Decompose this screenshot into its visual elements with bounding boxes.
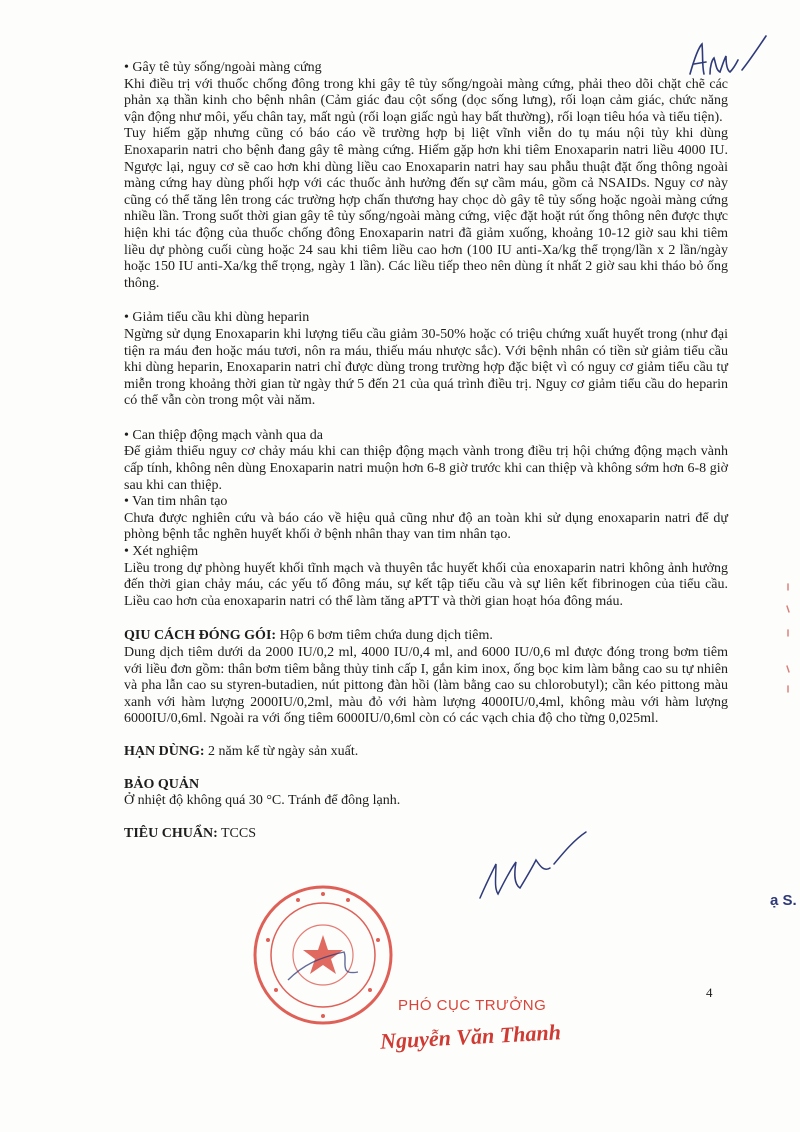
paragraph-spinal-2: Tuy hiếm gặp nhưng cũng có báo cáo về trường hợp bị liệt vĩnh viễn do tụ máu nội tủy khi dùng Enoxaparin natri cho bệnh đang gây tê màng cứng. Hiếm gặp hơn khi tiêm Enoxaparin natri liều 4000 IU. Ngược lại, nguy cơ sẽ cao hơn khi dùng liều cao Enoxaparin natri hay sau phẫu thuật đặt ống thông ngoài màng cứng hay dùng phối hợp với các thuốc ảnh hưởng đến sự cầm máu, gồm cả NSAIDs. Nguy cơ này cũng có thể tăng lên trong các trường hợp chấn thương hay chọc dò gây tê tủy sống hoặc ngoài màng cứng nhiều lần. Trong suốt thời gian gây tê tủy sống/ngoài màng cứng, việc đặt hoặt rút ống thông nên được thực hiện khi tác động của thuốc chống đông Enoxaparin natri đã giảm xuống, khoảng 10-12 giờ sau khi tiêm liều dự phòng cuối cùng hoặc 24 sau khi tiêm liều cao hơn (100 IU anti-Xa/kg thể trọng/lần x 2 lần/ngày hoặc 150 IU anti-Xa/kg thể trọng, ngày 1 lần). Các liều tiếp theo nên dùng ít nhất 2 giờ sau khi tháo bỏ ống thông. bbox=[124, 126, 728, 291]
edge-mark: ạ S. bbox=[770, 892, 797, 909]
official-seal-image bbox=[248, 880, 398, 1030]
shelf-life-text: 2 năm kể từ ngày sản xuất. bbox=[204, 743, 359, 759]
official-title: PHÓ CỤC TRƯỞNG bbox=[398, 997, 547, 1014]
paragraph-coronary: Để giảm thiểu nguy cơ chảy máu khi can thiệp động mạch vành trong điều trị hội chứng động mạch vành cấp tính, không nên dùng Enoxaparin natri muộn hơn 6-8 giờ trước khi can thiệp và không sớm hơn 6-8 giờ sau khi can thiệp. bbox=[124, 444, 728, 493]
standard-text: TCCS bbox=[217, 825, 256, 841]
page-number: 4 bbox=[706, 985, 713, 1000]
document-body bbox=[124, 60, 728, 842]
section-heading-thrombocytopenia: • Giảm tiểu cầu khi dùng heparin bbox=[124, 310, 310, 326]
paragraph-valve: Chưa được nghiên cứu và báo cáo về hiệu quả cũng như độ an toàn khi sử dụng enoxaparin natri để dự phòng bệnh tắc nghẽn huyết khối ở bệnh nhân thay van tim nhân tạo. bbox=[124, 510, 728, 543]
paragraph-thrombocytopenia: Ngừng sử dụng Enoxaparin khi lượng tiểu cầu giảm 30-50% hoặc có triệu chứng xuất huyết trong (như đại tiện ra máu đen hoặc máu tươi, nôn ra máu, thiếu máu nhược sắc). Với bệnh nhân có tiền sử giảm tiểu cầu khi dùng heparin, Enoxaparin natri chỉ được dùng trong trường hợp đặc biệt vì có nguy cơ giảm tiểu cầu tự miễn trong khoảng thời gian từ ngày thứ 5 đến 21 của quá trình điều trị. Nguy cơ giảm tiểu cầu do heparin có thể vẫn còn trong một vài năm. bbox=[124, 326, 728, 409]
packaging-body: Dung dịch tiêm dưới da 2000 IU/0,2 ml, 4000 IU/0,4 ml, and 6000 IU/0,6 ml được đóng trong bơm tiêm với liều đơn gồm: thân bơm tiêm bằng thủy tinh cấp I, gắn kim inox, ống bọc kim làm bằng cao su tự nhiên và pha lẫn cao su styren-butadien, nút pittong đàn hồi (làm bằng cao su chlorobutyl); cần kéo pittong màu xanh với hàm lượng 2000IU/0,2ml, màu đỏ với hàm lượng 4000IU/0,4ml, không màu với hàm lượng 6000IU/0,6ml. Ngoài ra với ống tiêm 6000IU/0,6ml còn có các vạch chia độ cho từng 0,025ml. bbox=[124, 645, 728, 727]
standard-label: TIÊU CHUẨN: bbox=[124, 825, 218, 841]
storage-text: Ở nhiệt độ không quá 30 °C. Tránh để đông lạnh. bbox=[124, 793, 401, 809]
section-heading-spinal: • Gây tê tủy sống/ngoài màng cứng bbox=[124, 60, 322, 75]
standard-line bbox=[124, 826, 728, 843]
official-name: Nguyễn Văn Thanh bbox=[379, 1019, 562, 1054]
packaging-lead: Hộp 6 bơm tiêm chứa dung dịch tiêm. bbox=[276, 628, 493, 644]
storage-label: BẢO QUẢN bbox=[124, 776, 200, 792]
margin-scan-marks bbox=[782, 580, 794, 700]
shelf-life-label: HẠN DÙNG: bbox=[124, 743, 205, 759]
paragraph-lab-tests: Liều trong dự phòng huyết khối tĩnh mạch và thuyên tắc huyết khối của enoxaparin natri không ảnh hưởng đến thời gian chảy máu, các yếu tố đông máu, sự kết tập tiểu cầu và sự liên kết fibrinogen của tiểu cầu. Liều cao hơn của enoxaparin natri có thể làm tăng aPTT và thời gian hoạt hóa đông máu. bbox=[124, 560, 728, 609]
signature-mid-image bbox=[470, 828, 590, 908]
section-heading-coronary: • Can thiệp động mạch vành qua da bbox=[124, 427, 323, 443]
packaging-lead-line bbox=[124, 628, 728, 645]
section-heading-lab-tests: • Xét nghiệm bbox=[124, 544, 199, 560]
shelf-life-line bbox=[124, 744, 728, 761]
packaging-label: QIU CÁCH ĐÓNG GÓI: bbox=[124, 628, 277, 644]
section-heading-valve: • Van tim nhân tạo bbox=[124, 494, 228, 510]
paragraph-spinal-1: Khi điều trị với thuốc chống đông trong khi gây tê tủy sống/ngoài màng cứng, phải theo dõi chặt chẽ các phản xạ thần kinh cho bệnh nhân (Cảm giác đau cột sống (dọc sống lưng), rối loạn cảm giác, chức năng vận động như môi, yếu chân tay, mất ngủ (rối loạn giấc ngủ hay bất thường), rối loạn tiêu hóa và tiểu tiện). bbox=[124, 76, 728, 125]
